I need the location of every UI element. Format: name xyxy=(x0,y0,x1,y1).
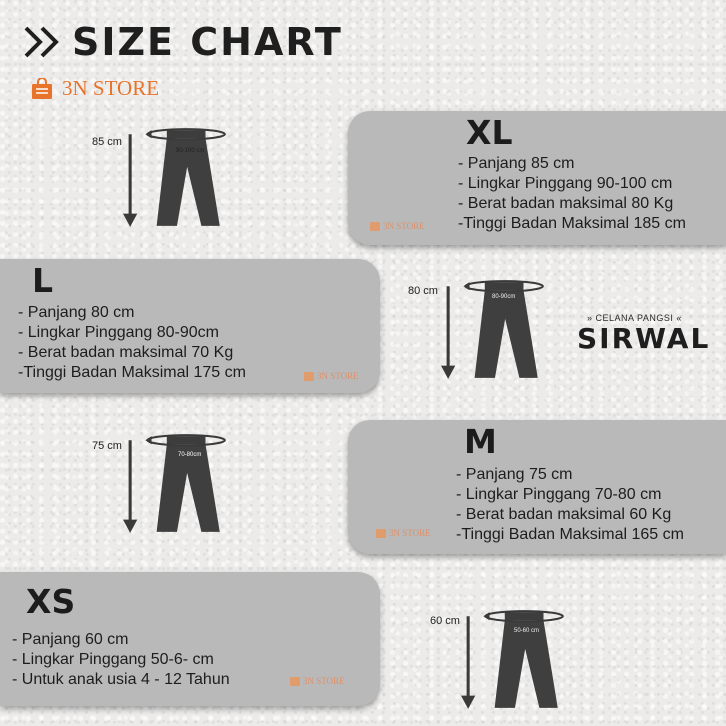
size-label: XS xyxy=(26,582,76,621)
store-watermark: 3N STORE xyxy=(290,676,345,686)
detail-line: - Panjang 60 cm xyxy=(12,631,129,648)
pants-icon xyxy=(122,432,234,534)
length-label: 60 cm xyxy=(430,615,460,627)
detail-line: - Panjang 80 cm xyxy=(18,304,135,321)
waist-label: 70-80cm xyxy=(178,452,202,458)
size-card-m xyxy=(348,420,726,554)
length-label: 85 cm xyxy=(92,136,122,148)
pants-diagram-xs xyxy=(460,608,572,710)
shopping-bag-icon xyxy=(370,222,380,231)
shopping-bag-icon xyxy=(290,677,300,686)
size-label: XL xyxy=(466,113,513,152)
size-card-l xyxy=(0,259,380,393)
product-subtitle: » CELANA PANGSI « xyxy=(587,313,682,323)
pants-diagram-xl xyxy=(122,126,234,228)
detail-line: -Tinggi Badan Maksimal 175 cm xyxy=(18,364,246,381)
size-card-xl xyxy=(348,111,726,245)
size-details xyxy=(458,154,686,234)
waist-label: 50-60 cm xyxy=(514,628,540,634)
page-title: SIZE CHART xyxy=(72,20,343,64)
store-watermark: 3N STORE xyxy=(370,221,425,231)
store-watermark: 3N STORE xyxy=(376,528,431,538)
size-label: M xyxy=(464,422,497,461)
shopping-bag-icon xyxy=(376,529,386,538)
size-card-xs xyxy=(0,572,380,706)
detail-line: - Berat badan maksimal 80 Kg xyxy=(458,195,674,212)
double-chevron-icon xyxy=(22,24,66,60)
size-label: L xyxy=(32,261,54,300)
detail-line: - Berat badan maksimal 70 Kg xyxy=(18,344,234,361)
product-name: SIRWAL xyxy=(577,322,711,355)
detail-line: -Tinggi Badan Maksimal 165 cm xyxy=(456,526,684,543)
pants-icon xyxy=(122,126,234,228)
shopping-bag-icon xyxy=(304,372,314,381)
detail-line: -Tinggi Badan Maksimal 185 cm xyxy=(458,215,686,232)
size-details xyxy=(18,303,246,383)
size-details xyxy=(456,465,684,545)
detail-line: - Lingkar Pinggang 80-90cm xyxy=(18,324,220,341)
store-name: 3N STORE xyxy=(62,76,160,100)
pants-diagram-l xyxy=(440,278,552,380)
waist-label: 80-90cm xyxy=(492,294,516,300)
detail-line: - Berat badan maksimal 60 Kg xyxy=(456,506,672,523)
length-label: 75 cm xyxy=(92,440,122,452)
detail-line: - Untuk anak usia 4 - 12 Tahun xyxy=(12,671,230,688)
title-row xyxy=(22,22,343,62)
detail-line: - Panjang 75 cm xyxy=(456,466,573,483)
detail-line: - Panjang 85 cm xyxy=(458,155,575,172)
detail-line: - Lingkar Pinggang 90-100 cm xyxy=(458,175,673,192)
store-brand xyxy=(30,76,159,101)
store-watermark: 3N STORE xyxy=(304,371,359,381)
waist-label: 90-100 cm xyxy=(176,148,205,154)
length-label: 80 cm xyxy=(408,285,438,297)
pants-icon xyxy=(460,608,572,710)
detail-line: - Lingkar Pinggang 70-80 cm xyxy=(456,486,662,503)
pants-diagram-m xyxy=(122,432,234,534)
size-details xyxy=(12,630,230,690)
shopping-bag-icon xyxy=(30,78,54,100)
detail-line: - Lingkar Pinggang 50-6- cm xyxy=(12,651,214,668)
